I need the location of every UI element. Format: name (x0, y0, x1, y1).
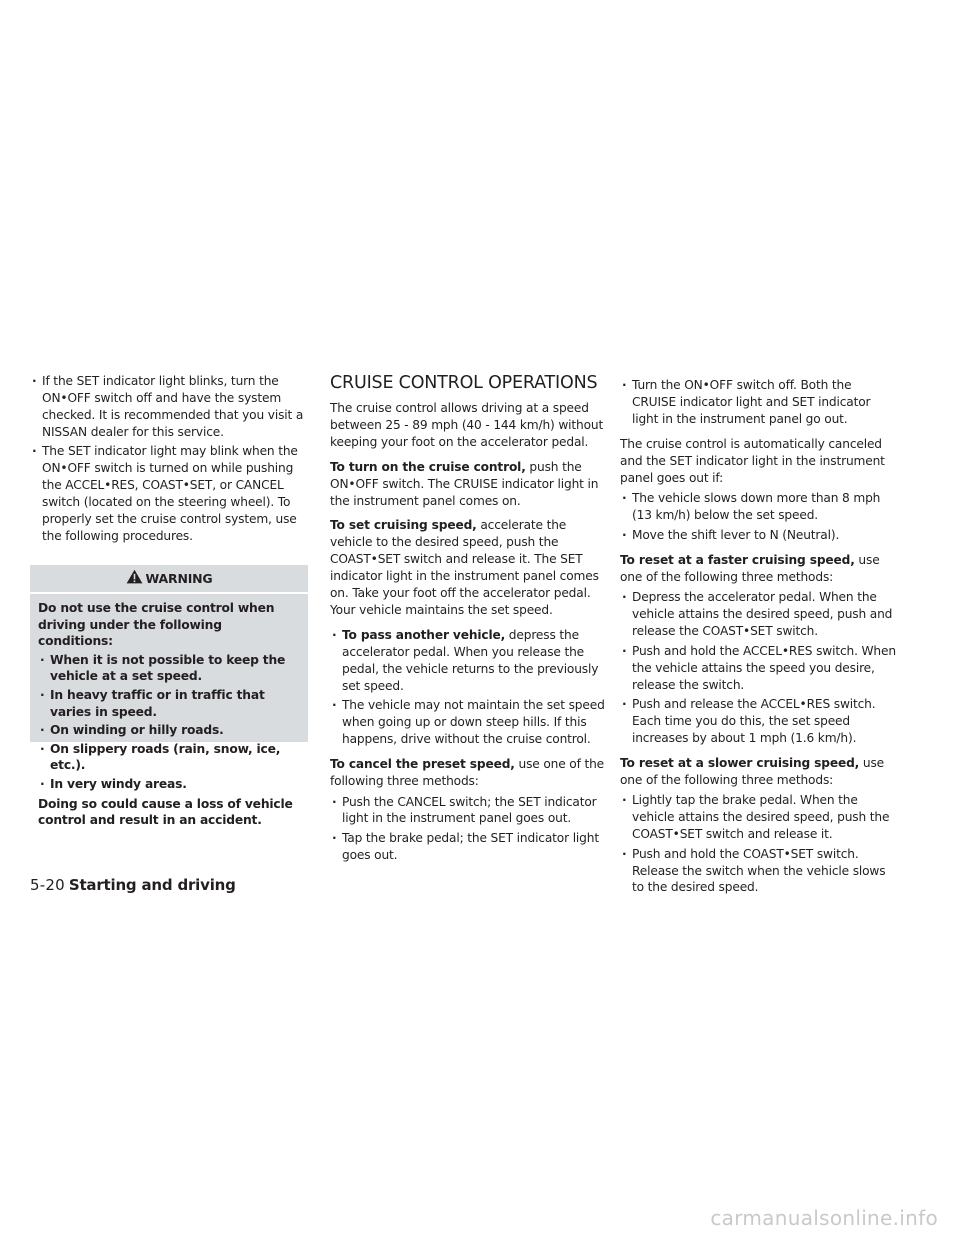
cancel-lead: To cancel the preset speed, (330, 756, 515, 771)
set-speed-text: accelerate the vehicle to the desired speed, push the COAST•SET switch and release it. The SET indicator light in the instrument panel comes on. Take your foot off the accelerator pedal. Your vehicle maintains the set speed. (330, 518, 599, 617)
list-item (330, 627, 608, 695)
list-item: · Turn the ON•OFF switch off. Both the CRUISE indicator light and SET indicator light in the instrument panel go out. (620, 377, 898, 428)
warning-triangle-icon (126, 569, 143, 588)
warning-outro: Doing so could cause a loss of vehicle control and result in an accident. (38, 796, 293, 828)
warning-intro: Do not use the cruise control when driving under the following conditions: (38, 601, 275, 649)
section-title: Starting and driving (68, 876, 236, 894)
left-column (30, 373, 308, 547)
list-item: · If the SET indicator light blinks, turn the ON•OFF switch off and have the system checked. It is recommended that you visit a NISSAN dealer for this service. (30, 373, 308, 441)
warning-item: · When it is not possible to keep the vehicle at a set speed. (38, 652, 300, 685)
page-footer (30, 875, 236, 895)
faster-text: use one of the following three methods: (620, 552, 880, 584)
list-item: · The vehicle may not maintain the set speed when going up or down steep hills. If this happens, drive without the cruise control. (330, 697, 608, 748)
warning-box (30, 594, 308, 828)
warning-item: · In very windy areas. (38, 776, 300, 793)
list-item: · Push the CANCEL switch; the SET indicator light in the instrument panel goes out. (330, 794, 608, 828)
set-speed-paragraph (330, 517, 608, 618)
intro-paragraph: The cruise control allows driving at a speed between 25 - 89 mph (40 - 144 km/h) without keeping your foot on the accelerator pedal. (330, 401, 604, 449)
pass-text: depress the accelerator pedal. When you release the pedal, the vehicle returns to the previously set speed. (342, 627, 599, 693)
warning-item: · In heavy traffic or in traffic that varies in speed. (38, 687, 300, 720)
list-item: · Lightly tap the brake pedal. When the vehicle attains the desired speed, push the COAST•SET switch and release it. (620, 792, 898, 843)
warning-header (30, 565, 308, 592)
page-number: 5-20 (30, 876, 65, 894)
faster-lead: To reset at a faster cruising speed, (620, 552, 855, 567)
turn-on-text: push the ON•OFF switch. The CRUISE indicator light in the instrument panel comes on. (330, 459, 599, 508)
list-item: · The vehicle slows down more than 8 mph (13 km/h) below the set speed. (620, 490, 898, 524)
right-column (620, 377, 898, 899)
slower-paragraph (620, 755, 898, 789)
list-item: · Move the shift lever to N (Neutral). (620, 527, 898, 544)
list-item: · The SET indicator light may blink when the ON•OFF switch is turned on while pushing the ACCEL•RES, COAST•SET, or CANCEL switch (located on the steering wheel). To properly set the cruise control system, use the following procedures. (30, 443, 308, 544)
cancel-paragraph (330, 756, 608, 790)
set-speed-lead: To set cruising speed, (330, 518, 477, 533)
warning-title: WARNING (145, 571, 213, 586)
list-item: · Push and hold the ACCEL•RES switch. When the vehicle attains the speed you desire, release the switch. (620, 643, 898, 694)
auto-cancel-paragraph: The cruise control is automatically canceled and the SET indicator light in the instrument panel goes out if: (620, 436, 885, 485)
middle-column (330, 372, 608, 866)
pass-lead: To pass another vehicle, (342, 627, 506, 642)
watermark: carmanualsonline.info (710, 1206, 938, 1230)
list-item: · Depress the accelerator pedal. When the vehicle attains the desired speed, push and release the COAST•SET switch. (620, 589, 898, 640)
turn-on-lead: To turn on the cruise control, (330, 459, 526, 474)
list-item: · Tap the brake pedal; the SET indicator light goes out. (330, 830, 608, 864)
warning-item: · On slippery roads (rain, snow, ice, etc.). (38, 741, 300, 774)
slower-text: use one of the following three methods: (620, 755, 885, 787)
faster-paragraph (620, 552, 898, 586)
list-item: · Push and hold the COAST•SET switch. Release the switch when the vehicle slows to the desired speed. (620, 846, 898, 897)
section-heading: CRUISE CONTROL OPERATIONS (330, 373, 598, 393)
slower-lead: To reset at a slower cruising speed, (620, 755, 860, 770)
turn-on-paragraph (330, 459, 608, 510)
list-item: · Push and release the ACCEL•RES switch. Each time you do this, the set speed increases by about 1 mph (1.6 km/h). (620, 696, 898, 747)
warning-item: · On winding or hilly roads. (38, 722, 300, 739)
cancel-text: use one of the following three methods: (330, 756, 605, 788)
